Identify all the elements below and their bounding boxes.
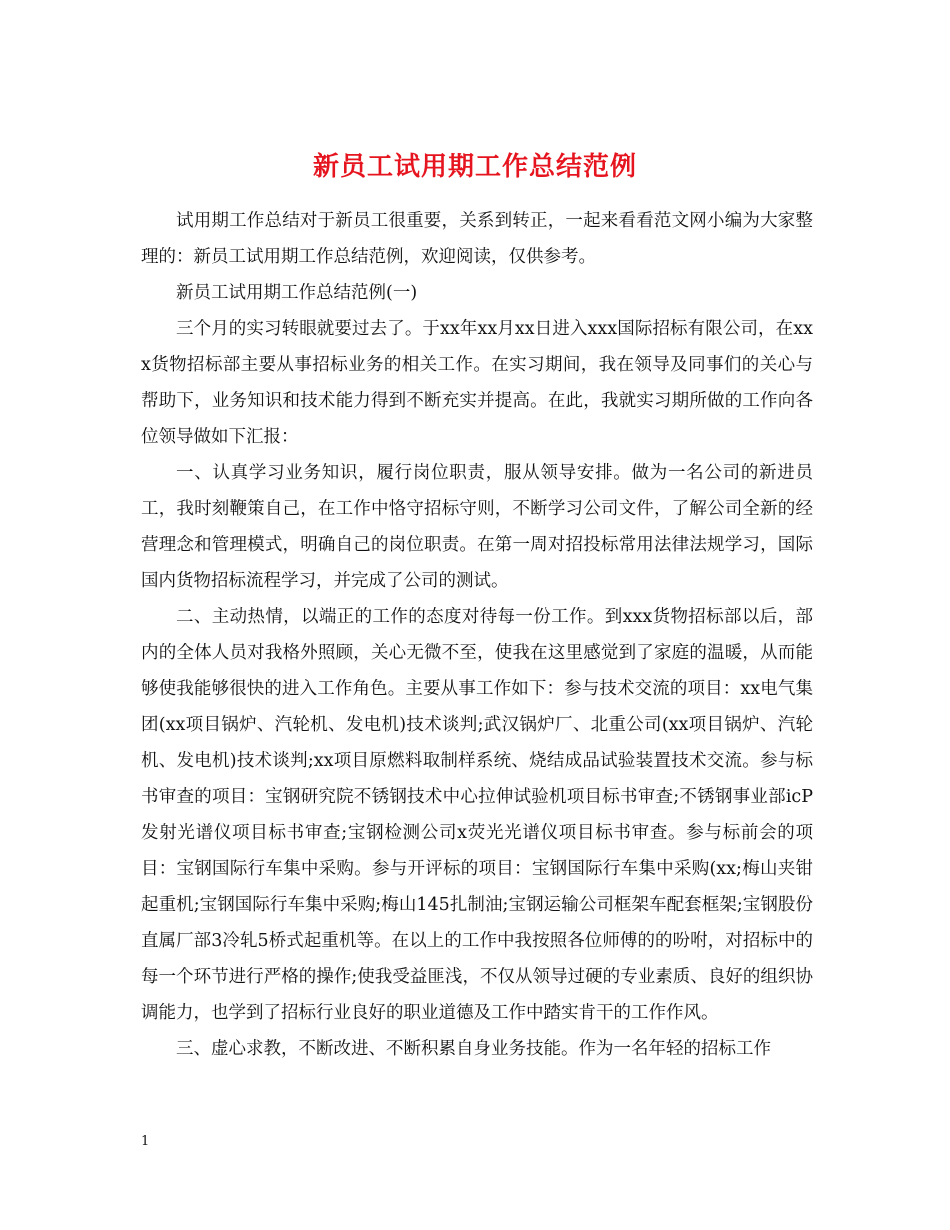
paragraph-point-two: 二、主动热情，以端正的工作的态度对待每一份工作。到xxx货物招标部以后，部内的全体人员对我格外照顾，关心无微不至，使我在这里感觉到了家庭的温暖，从而能够使我能够很快的进入工作角色。主要从事工作如下：参与技术交流的项目：xx电气集团(xx项目锅炉、汽轮机、发电机)技术谈判;武汉锅炉厂、北重公司(xx项目锅炉、汽轮机、发电机)技术谈判;xx项目原燃料取制样系统、烧结成品试验装置技术交流。参与标书审查的项目：宝钢研究院不锈钢技术中心拉伸试验机项目标书审查;不锈钢事业部icP发射光谱仪项目标书审查;宝钢检测公司x荧光光谱仪项目标书审查。参与标前会的项目：宝钢国际行车集中采购。参与开评标的项目：宝钢国际行车集中采购(xx;梅山夹钳起重机;宝钢国际行车集中采购;梅山145扎制油;宝钢运输公司框架车配套框架;宝钢股份直属厂部3冷轧5桥式起重机等。在以上的工作中我按照各位师傅的的吩咐，对招标中的每一个环节进行严格的操作;使我受益匪浅，不仅从领导过硬的专业素质、良好的组织协调能力，也学到了招标行业良好的职业道德及工作中踏实肯干的工作作风。: [141, 607, 813, 1023]
paragraph-intro: 试用期工作总结对于新员工很重要，关系到转正，一起来看看范文网小编为大家整理的：新员工试用期工作总结范例，欢迎阅读，仅供参考。: [141, 211, 813, 267]
document-title: 新员工试用期工作总结范例: [312, 152, 637, 183]
paragraph-point-one: 一、认真学习业务知识，履行岗位职责，服从领导安排。做为一名公司的新进员工，我时刻鞭策自己，在工作中恪守招标守则，不断学习公司文件，了解公司全新的经营理念和管理模式，明确自己的岗位职责。在第一周对招投标常用法律法规学习，国际国内货物招标流程学习，并完成了公司的测试。: [141, 463, 813, 591]
paragraph-point-three: 三、虚心求教，不断改进、不断积累自身业务技能。作为一名年轻的招标工作: [176, 1039, 771, 1059]
paragraph-opening: 三个月的实习转眼就要过去了。于xx年xx月xx日进入xxx国际招标有限公司，在xxx货物招标部主要从事招标业务的相关工作。在实习期间，我在领导及同事们的关心与帮助下，业务知识和技术能力得到不断充实并提高。在此，我就实习期所做的工作向各位领导做如下汇报：: [141, 319, 813, 447]
page-number: 1: [141, 1134, 150, 1149]
document-body: [141, 203, 813, 1067]
paragraph-section-heading: 新员工试用期工作总结范例(一): [176, 283, 418, 303]
